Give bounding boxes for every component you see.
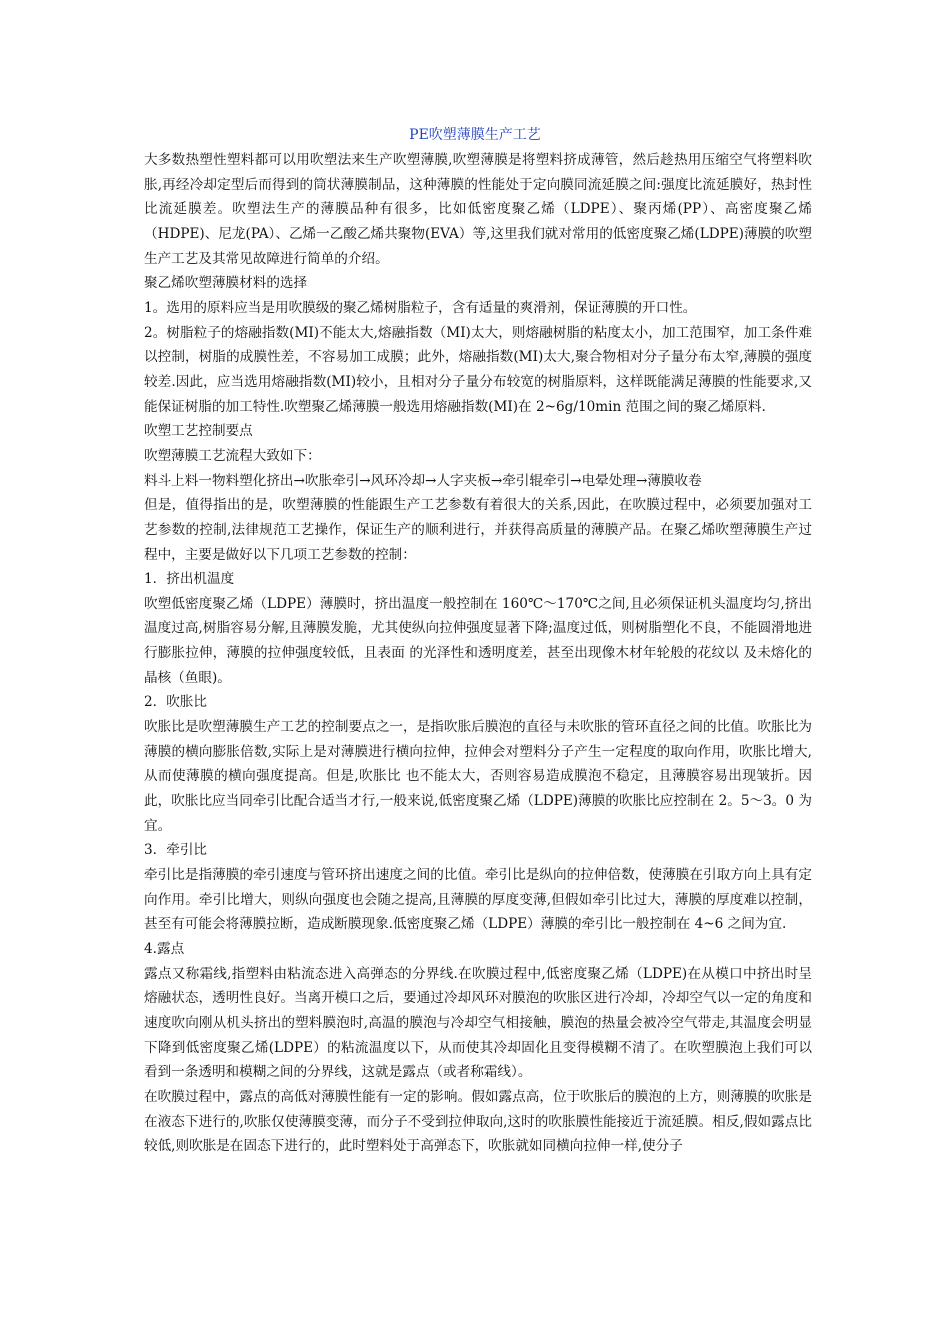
section-heading: 3．牵引比 [144, 842, 208, 859]
paragraph: 吹胀比是吹塑薄膜生产工艺的控制要点之一，是指吹胀后膜泡的直径与未吹胀的管环直径之间的比值。吹胀比为薄膜的横向膨胀倍数,实际上是对薄膜进行横向拉伸，拉伸会对塑料分子产生一定程度的取向作用，吹胀比增大,从而使薄膜的横向强度提高。但是,吹胀比 也不能太大，否则容易造成膜泡不稳定，且薄膜容易出现皱折。因此，吹胀比应当同牵引比配合适当才行,一般来说,低密度聚乙烯（LDPE)薄膜的吹胀比应控制在 2。5～3。0 为宜。 [144, 719, 812, 834]
document-title: PE吹塑薄膜生产工艺 [409, 127, 541, 143]
paragraph: 但是，值得指出的是，吹塑薄膜的性能跟生产工艺参数有着很大的关系,因此，在吹膜过程中，必须要加强对工艺参数的控制,法律规范工艺操作，保证生产的顺利进行，并获得高质量的薄膜产品。在聚乙烯吹塑薄膜生产过程中，主要是做好以下几项工艺参数的控制： [144, 497, 812, 563]
paragraph: 牵引比是指薄膜的牵引速度与管环挤出速度之间的比值。牵引比是纵向的拉伸倍数，使薄膜在引取方向上具有定向作用。牵引比增大，则纵向强度也会随之提高,且薄膜的厚度变薄,但假如牵引比过大，薄膜的厚度难以控制，甚至有可能会将薄膜拉断，造成断膜现象.低密度聚乙烯（LDPE）薄膜的牵引比一般控制在 4~6 之间为宜. [144, 867, 812, 933]
paragraph: 吹塑薄膜工艺流程大致如下： [144, 447, 321, 464]
document-body [144, 148, 812, 1159]
paragraph: 露点又称霜线,指塑料由粘流态进入高弹态的分界线.在吹膜过程中,低密度聚乙烯（LDPE)在从模口中挤出时呈熔融状态，透明性良好。当离开模口之后，要通过冷却风环对膜泡的吹胀区进行冷却，冷却空气以一定的角度和速度吹向刚从机头挤出的塑料膜泡时,高温的膜泡与冷却空气相接触，膜泡的热量会被冷空气带走,其温度会明显下降到低密度聚乙烯(LDPE）的粘流温度以下，从而使其冷却固化且变得模糊不清了。在吹塑膜泡上我们可以看到一条透明和模糊之间的分界线，这就是露点（或者称霜线）。 [144, 965, 812, 1081]
process-flow: 料斗上料一物料塑化挤出→吹胀牵引→风环冷却→人字夹板→牵引辊牵引→电晕处理→薄膜收卷 [144, 472, 702, 489]
section-heading: 吹塑工艺控制要点 [144, 423, 253, 440]
section-heading: 1．挤出机温度 [144, 571, 235, 588]
section-heading: 4.露点 [144, 941, 185, 957]
section-heading: 聚乙烯吹塑薄膜材料的选择 [144, 275, 308, 292]
paragraph: 大多数热塑性塑料都可以用吹塑法来生产吹塑薄膜,吹塑薄膜是将塑料挤成薄管，然后趁热用压缩空气将塑料吹胀,再经冷却定型后而得到的筒状薄膜制品，这种薄膜的性能处于定向膜同流延膜之间:强度比流延膜好，热封性比流延膜差。吹塑法生产的薄膜品种有很多，比如低密度聚乙烯（LDPE）、聚丙烯(PP）、高密度聚乙烯（HDPE)、尼龙(PA）、乙烯一乙酸乙烯共聚物(EVA）等,这里我们就对常用的低密度聚乙烯(LDPE)薄膜的吹塑生产工艺及其常见故障进行简单的介绍。 [144, 152, 812, 267]
paragraph: 2。树脂粒子的熔融指数(MI)不能太大,熔融指数（MI)太大，则熔融树脂的粘度太小，加工范围窄，加工条件难以控制，树脂的成膜性差，不容易加工成膜；此外，熔融指数(MI)太大,聚合物相对分子量分布太窄,薄膜的强度较差.因此，应当选用熔融指数(MI)较小，且相对分子量分布较宽的树脂原料，这样既能满足薄膜的性能要求,又能保证树脂的加工特性.吹塑聚乙烯薄膜一般选用熔融指数(MI)在 2~6g/10min 范围之间的聚乙烯原料. [144, 324, 812, 415]
section-heading: 2．吹胀比 [144, 694, 208, 711]
paragraph: 1。选用的原料应当是用吹膜级的聚乙烯树脂粒子，含有适量的爽滑剂，保证薄膜的开口性。 [144, 299, 697, 316]
paragraph: 吹塑低密度聚乙烯（LDPE）薄膜时，挤出温度一般控制在 160℃～170℃之间,且必须保证机头温度均匀,挤出温度过高,树脂容易分解,且薄膜发脆，尤其使纵向拉伸强度显著下降;温度过低，则树脂塑化不良，不能圆滑地进行膨胀拉伸，薄膜的拉伸强度较低，且表面 的光泽性和透明度差，甚至出现像木材年轮般的花纹以 及未熔化的晶核（鱼眼)。 [144, 595, 812, 686]
paragraph: 在吹膜过程中，露点的高低对薄膜性能有一定的影响。假如露点高，位于吹胀后的膜泡的上方，则薄膜的吹胀是在液态下进行的,吹胀仅使薄膜变薄，而分子不受到拉伸取向,这时的吹胀膜性能接近于流延膜。相反,假如露点比较低,则吹胀是在固态下进行的，此时塑料处于高弹态下，吹胀就如同横向拉伸一样,使分子 [144, 1088, 812, 1155]
